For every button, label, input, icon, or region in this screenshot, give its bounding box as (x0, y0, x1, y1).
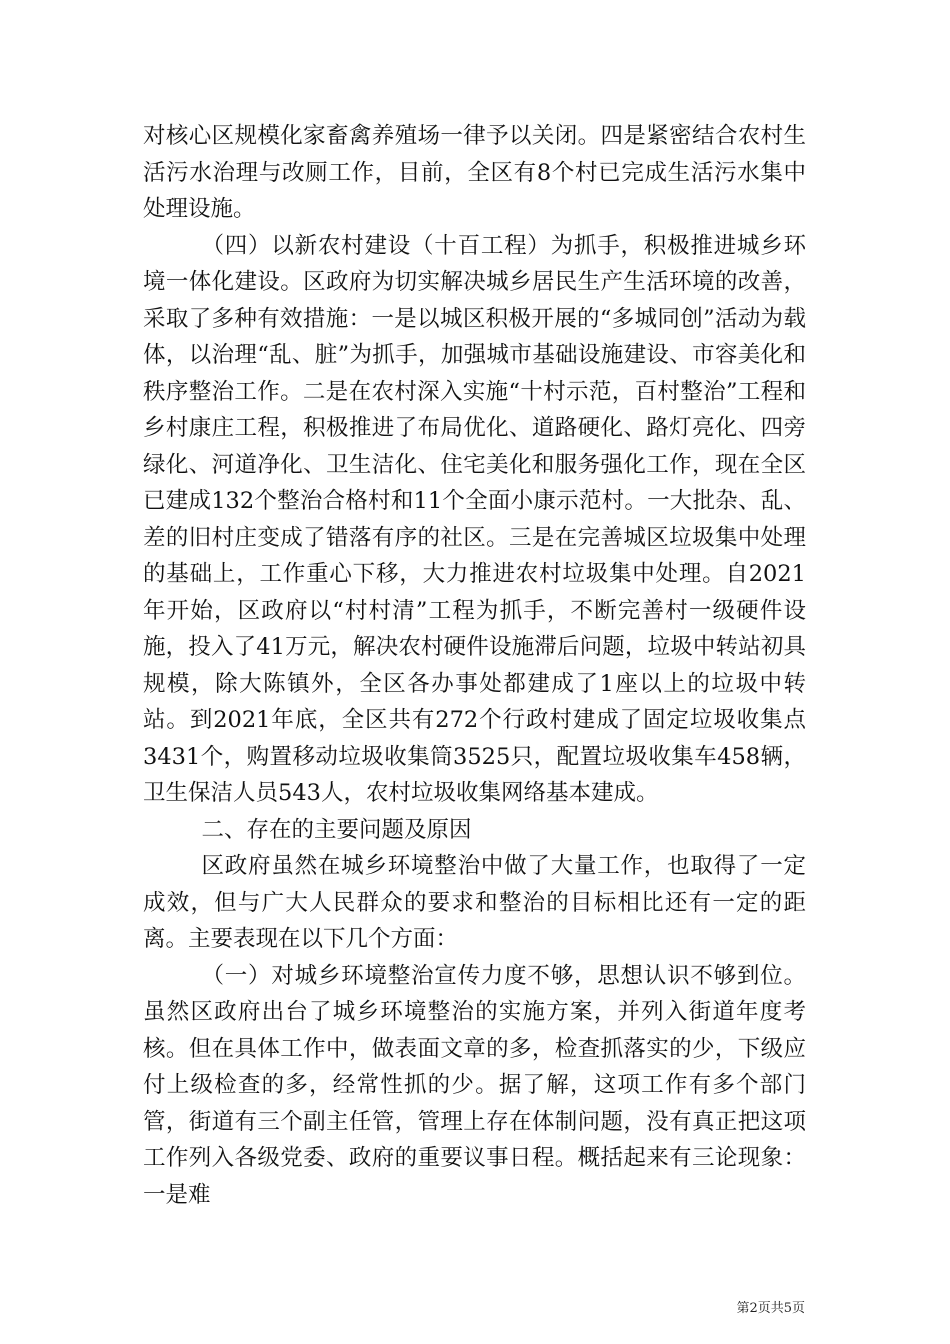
paragraph-continuation: 对核心区规模化家畜禽养殖场一律予以关闭。四是紧密结合农村生活污水治理与改厕工作，目前，全区有8个村已完成生活污水集中处理设施。 (143, 123, 806, 222)
paragraph-problem-one: （一）对城乡环境整治宣传力度不够，思想认识不够到位。虽然区政府出台了城乡环境整治的实施方案，并列入街道年度考核。但在具体工作中，做表面文章的多，检查抓落实的少，下级应付上级检查的多，经常性抓的少。据了解，这项工作有多个部门管，街道有三个副主任管，管理上存在体制问题，没有真正把这项工作列入各级党委、政府的重要议事日程。概括起来有三论现象：一是难 (143, 962, 806, 1208)
paragraph-problems-intro: 区政府虽然在城乡环境整治中做了大量工作，也取得了一定成效，但与广大人民群众的要求和整治的目标相比还有一定的距离。主要表现在以下几个方面： (143, 853, 806, 952)
paragraph-section-four: （四）以新农村建设（十百工程）为抓手，积极推进城乡环境一体化建设。区政府为切实解决城乡居民生产生活环境的改善，采取了多种有效措施：一是以城区积极开展的“多城同创”活动为载体，以治理“乱、脏”为抓手，加强城市基础设施建设、市容美化和秩序整治工作。二是在农村深入实施“十村示范，百村整治”工程和乡村康庄工程，积极推进了布局优化、道路硬化、路灯亮化、四旁绿化、河道净化、卫生洁化、住宅美化和服务强化工作，现在全区已建成132个整治合格村和11个全面小康示范村。一大批杂、乱、差的旧村庄变成了错落有序的社区。三是在完善城区垃圾集中处理的基础上，工作重心下移，大力推进农村垃圾集中处理。自2021年开始，区政府以“村村清”工程为抓手，不断完善村一级硬件设施，投入了41万元，解决农村硬件设施滞后问题，垃圾中转站初具规模，除大陈镇外，全区各办事处都建成了1座以上的垃圾中转站。到2021年底，全区共有272个行政村建成了固定垃圾收集点3431个，购置移动垃圾收集筒3525只，配置垃圾收集车458辆，卫生保洁人员543人，农村垃圾收集网络基本建成。 (143, 232, 806, 806)
section-heading-problems: 二、存在的主要问题及原因 (201, 816, 472, 843)
document-body (143, 118, 806, 1213)
page-number: 第2页共5页 (736, 1301, 805, 1316)
